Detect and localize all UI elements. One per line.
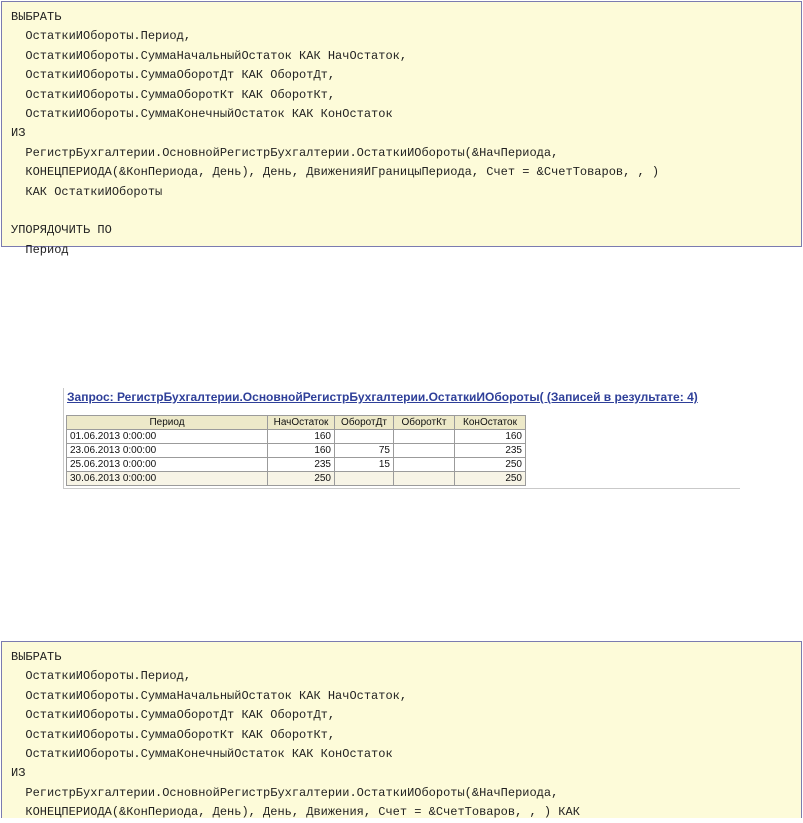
cell-end-balance: 250 [455,472,526,486]
code-line: ОстаткиИОбороты.СуммаКонечныйОстаток КАК КонОстаток [11,106,393,121]
query-code-bottom [1,641,802,818]
code-line: КОНЕЦПЕРИОДА(&КонПериода, День), День, Движения, Счет = &СчетТоваров, , ) КАК [11,805,580,820]
cell-start-balance: 160 [268,444,335,458]
code-line: ВЫБРАТЬ [11,10,62,24]
code-line: РегистрБухгалтерии.ОсновнойРегистрБухгалтерии.ОстаткиИОбороты(&НачПериода, [11,145,559,160]
table-row[interactable] [67,444,526,458]
cell-debit-turnover [335,430,394,444]
code-line: ОстаткиИОбороты.СуммаНачальныйОстаток КАК НачОстаток, [11,48,408,63]
cell-end-balance: 250 [455,458,526,472]
code-line: ОстаткиИОбороты.Период, [11,29,192,44]
code-line: ОстаткиИОбороты.СуммаОборотДт КАК ОборотДт, [11,68,336,83]
cell-debit-turnover [335,472,394,486]
table-row[interactable] [67,430,526,444]
code-line: Период [11,242,69,257]
cell-end-balance: 160 [455,430,526,444]
cell-start-balance: 235 [268,458,335,472]
code-line: УПОРЯДОЧИТЬ ПО [11,223,112,238]
code-line: ОстаткиИОбороты.СуммаОборотКт КАК ОборотКт, [11,87,336,102]
cell-start-balance: 160 [268,430,335,444]
cell-period: 25.06.2013 0:00:00 [67,458,268,472]
column-header-credit-turnover[interactable]: ОборотКт [394,416,455,430]
code-line: ВЫБРАТЬ [11,650,62,664]
code-line: ИЗ [11,126,26,141]
code-line: ОстаткиИОбороты.Период, [11,669,192,684]
code-line: ОстаткиИОбороты.СуммаОборотДт КАК ОборотДт, [11,708,336,723]
table-header-row [67,416,526,430]
cell-debit-turnover: 75 [335,444,394,458]
cell-credit-turnover [394,430,455,444]
column-header-period[interactable]: Период [67,416,268,430]
code-line: ОстаткиИОбороты.СуммаКонечныйОстаток КАК КонОстаток [11,746,393,761]
query-code-top [1,1,802,257]
table-row[interactable] [67,472,526,486]
cell-period: 30.06.2013 0:00:00 [67,472,268,486]
cell-period: 23.06.2013 0:00:00 [67,444,268,458]
cell-credit-turnover [394,458,455,472]
result-table [66,415,526,486]
code-line: ОстаткиИОбороты.СуммаОборотКт КАК ОборотКт, [11,727,336,742]
column-header-end-balance[interactable]: КонОстаток [455,416,526,430]
cell-credit-turnover [394,472,455,486]
code-line: ОстаткиИОбороты.СуммаНачальныйОстаток КАК НачОстаток, [11,688,408,703]
cell-debit-turnover: 15 [335,458,394,472]
column-header-start-balance[interactable]: НачОстаток [268,416,335,430]
code-line: РегистрБухгалтерии.ОсновнойРегистрБухгалтерии.ОстаткиИОбороты(&НачПериода, [11,785,559,800]
code-line [11,202,792,221]
code-line: КАК ОстаткиИОбороты [11,184,163,199]
cell-period: 01.06.2013 0:00:00 [67,430,268,444]
cell-end-balance: 235 [455,444,526,458]
code-line: КОНЕЦПЕРИОДА(&КонПериода, День), День, ДвиженияИГраницыПериода, Счет = &СчетТоваров, , ) [11,165,660,180]
query-result-panel [63,388,740,489]
column-header-debit-turnover[interactable]: ОборотДт [335,416,394,430]
cell-start-balance: 250 [268,472,335,486]
query-result-title[interactable]: Запрос: РегистрБухгалтерии.ОсновнойРегистрБухгалтерии.ОстаткиИОбороты( (Записей в результате: 4) [67,390,698,404]
code-line: ИЗ [11,766,26,781]
cell-credit-turnover [394,444,455,458]
table-row[interactable] [67,458,526,472]
